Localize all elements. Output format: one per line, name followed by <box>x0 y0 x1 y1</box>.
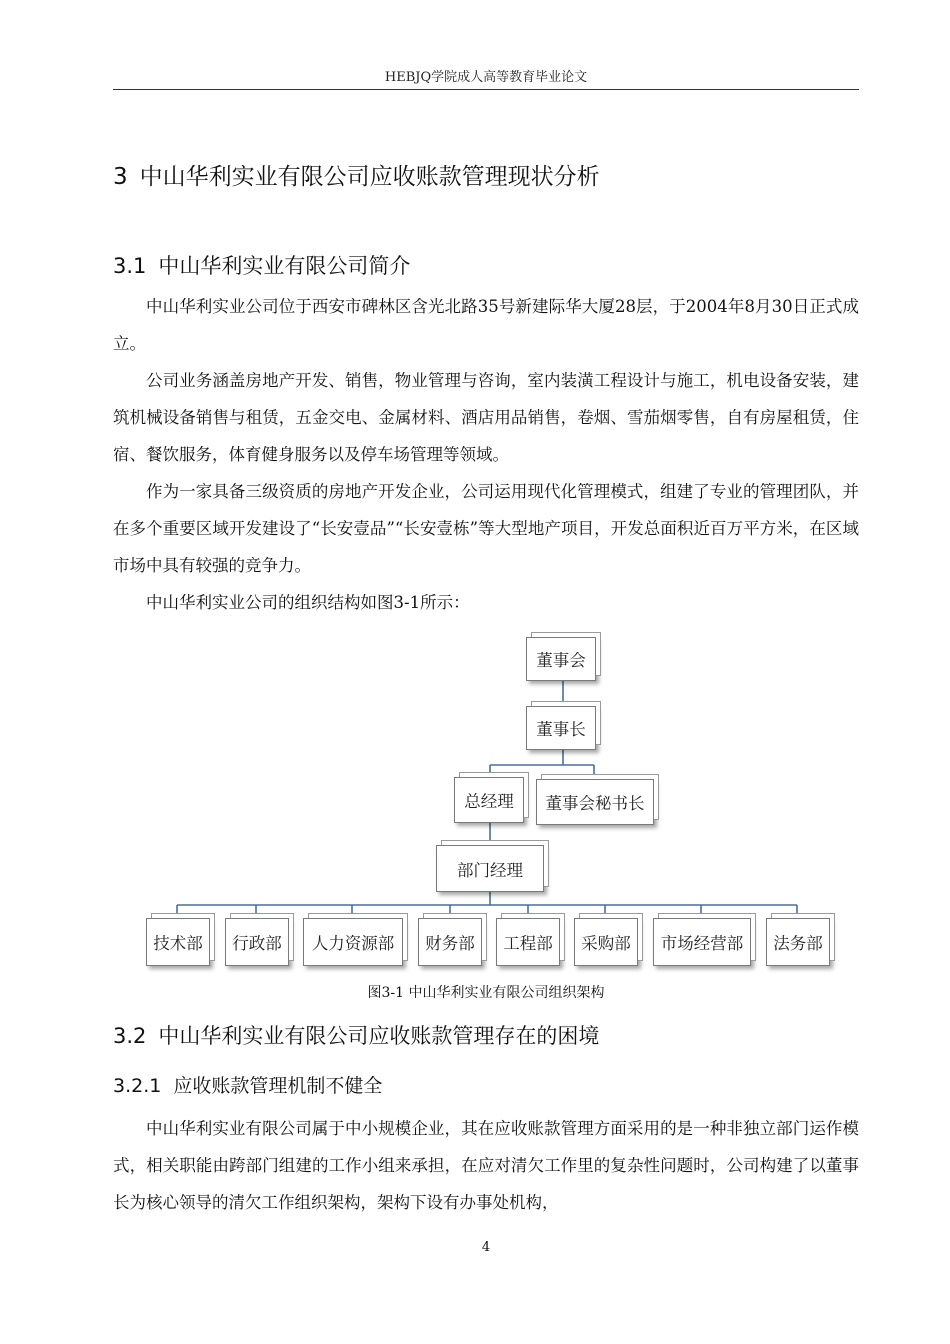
section-number: 3.2 <box>113 1024 147 1048</box>
subsection-number: 3.2.1 <box>113 1075 162 1097</box>
org-node-dept-admin: 行政部 <box>225 918 289 966</box>
org-node-department-manager: 部门经理 <box>436 845 544 892</box>
subsection-title: 应收账款管理机制不健全 <box>173 1075 383 1097</box>
section-3-2-heading <box>113 1020 599 1050</box>
org-node-dept-finance: 财务部 <box>418 918 482 966</box>
org-node-general-manager: 总经理 <box>454 777 524 823</box>
org-node-dept-legal: 法务部 <box>766 918 830 966</box>
section-title: 中山华利实业有限公司应收账款管理存在的困境 <box>158 1024 600 1048</box>
paragraph-intro-4: 中山华利实业公司的组织结构如图3-1所示： <box>146 593 470 612</box>
section-title: 中山华利实业有限公司简介 <box>158 254 411 278</box>
header-rule <box>113 89 859 90</box>
org-node-dept-hr: 人力资源部 <box>303 918 403 966</box>
chapter-title: 中山华利实业有限公司应收账款管理现状分析 <box>139 164 600 190</box>
paragraph-intro-2: 公司业务涵盖房地产开发、销售，物业管理与咨询，室内装潢工程设计与施工，机电设备安装，建筑机械设备销售与租赁，五金交电、金属材料、酒店用品销售，卷烟、雪茄烟零售，自有房屋租赁，住宿、餐饮服务，体育健身服务以及停车场管理等领域。 <box>113 371 859 464</box>
page-header: HEBJQ学院成人高等教育毕业论文 <box>384 70 588 85</box>
paragraph-mechanism-1: 中山华利实业有限公司属于中小规模企业，其在应收账款管理方面采用的是一种非独立部门运作模式，相关职能由跨部门组建的工作小组来承担，在应对清欠工作里的复杂性问题时，公司构建了以董事长为核心领导的清欠工作组织架构，架构下设有办事处机构， <box>113 1119 859 1212</box>
org-node-dept-engineering: 工程部 <box>496 918 560 966</box>
org-node-board: 董事会 <box>526 637 596 681</box>
section-number: 3.1 <box>113 254 147 278</box>
page-number: 4 <box>481 1240 491 1255</box>
figure-caption: 图3-1 中山华利实业有限公司组织架构 <box>367 985 605 1001</box>
org-node-dept-procurement: 采购部 <box>574 918 638 966</box>
chapter-heading <box>113 158 600 191</box>
org-node-board-secretary: 董事会秘书长 <box>536 779 654 825</box>
paragraph-intro-1: 中山华利实业公司位于西安市碑林区含光北路35号新建际华大厦28层，于2004年8月30日正式成立。 <box>113 297 859 353</box>
org-node-dept-marketing: 市场经营部 <box>653 918 751 966</box>
org-node-chairman: 董事长 <box>526 706 596 750</box>
org-node-dept-tech: 技术部 <box>146 918 210 966</box>
chapter-number: 3 <box>113 164 128 190</box>
paragraph-intro-3: 作为一家具备三级资质的房地产开发企业，公司运用现代化管理模式，组建了专业的管理团队，并在多个重要区域开发建设了“长安壹品”“长安壹栋”等大型地产项目，开发总面积近百万平方米，在区域市场中具有较强的竞争力。 <box>113 482 859 575</box>
section-3-2-1-heading <box>113 1071 382 1098</box>
section-3-1-heading <box>113 250 410 280</box>
